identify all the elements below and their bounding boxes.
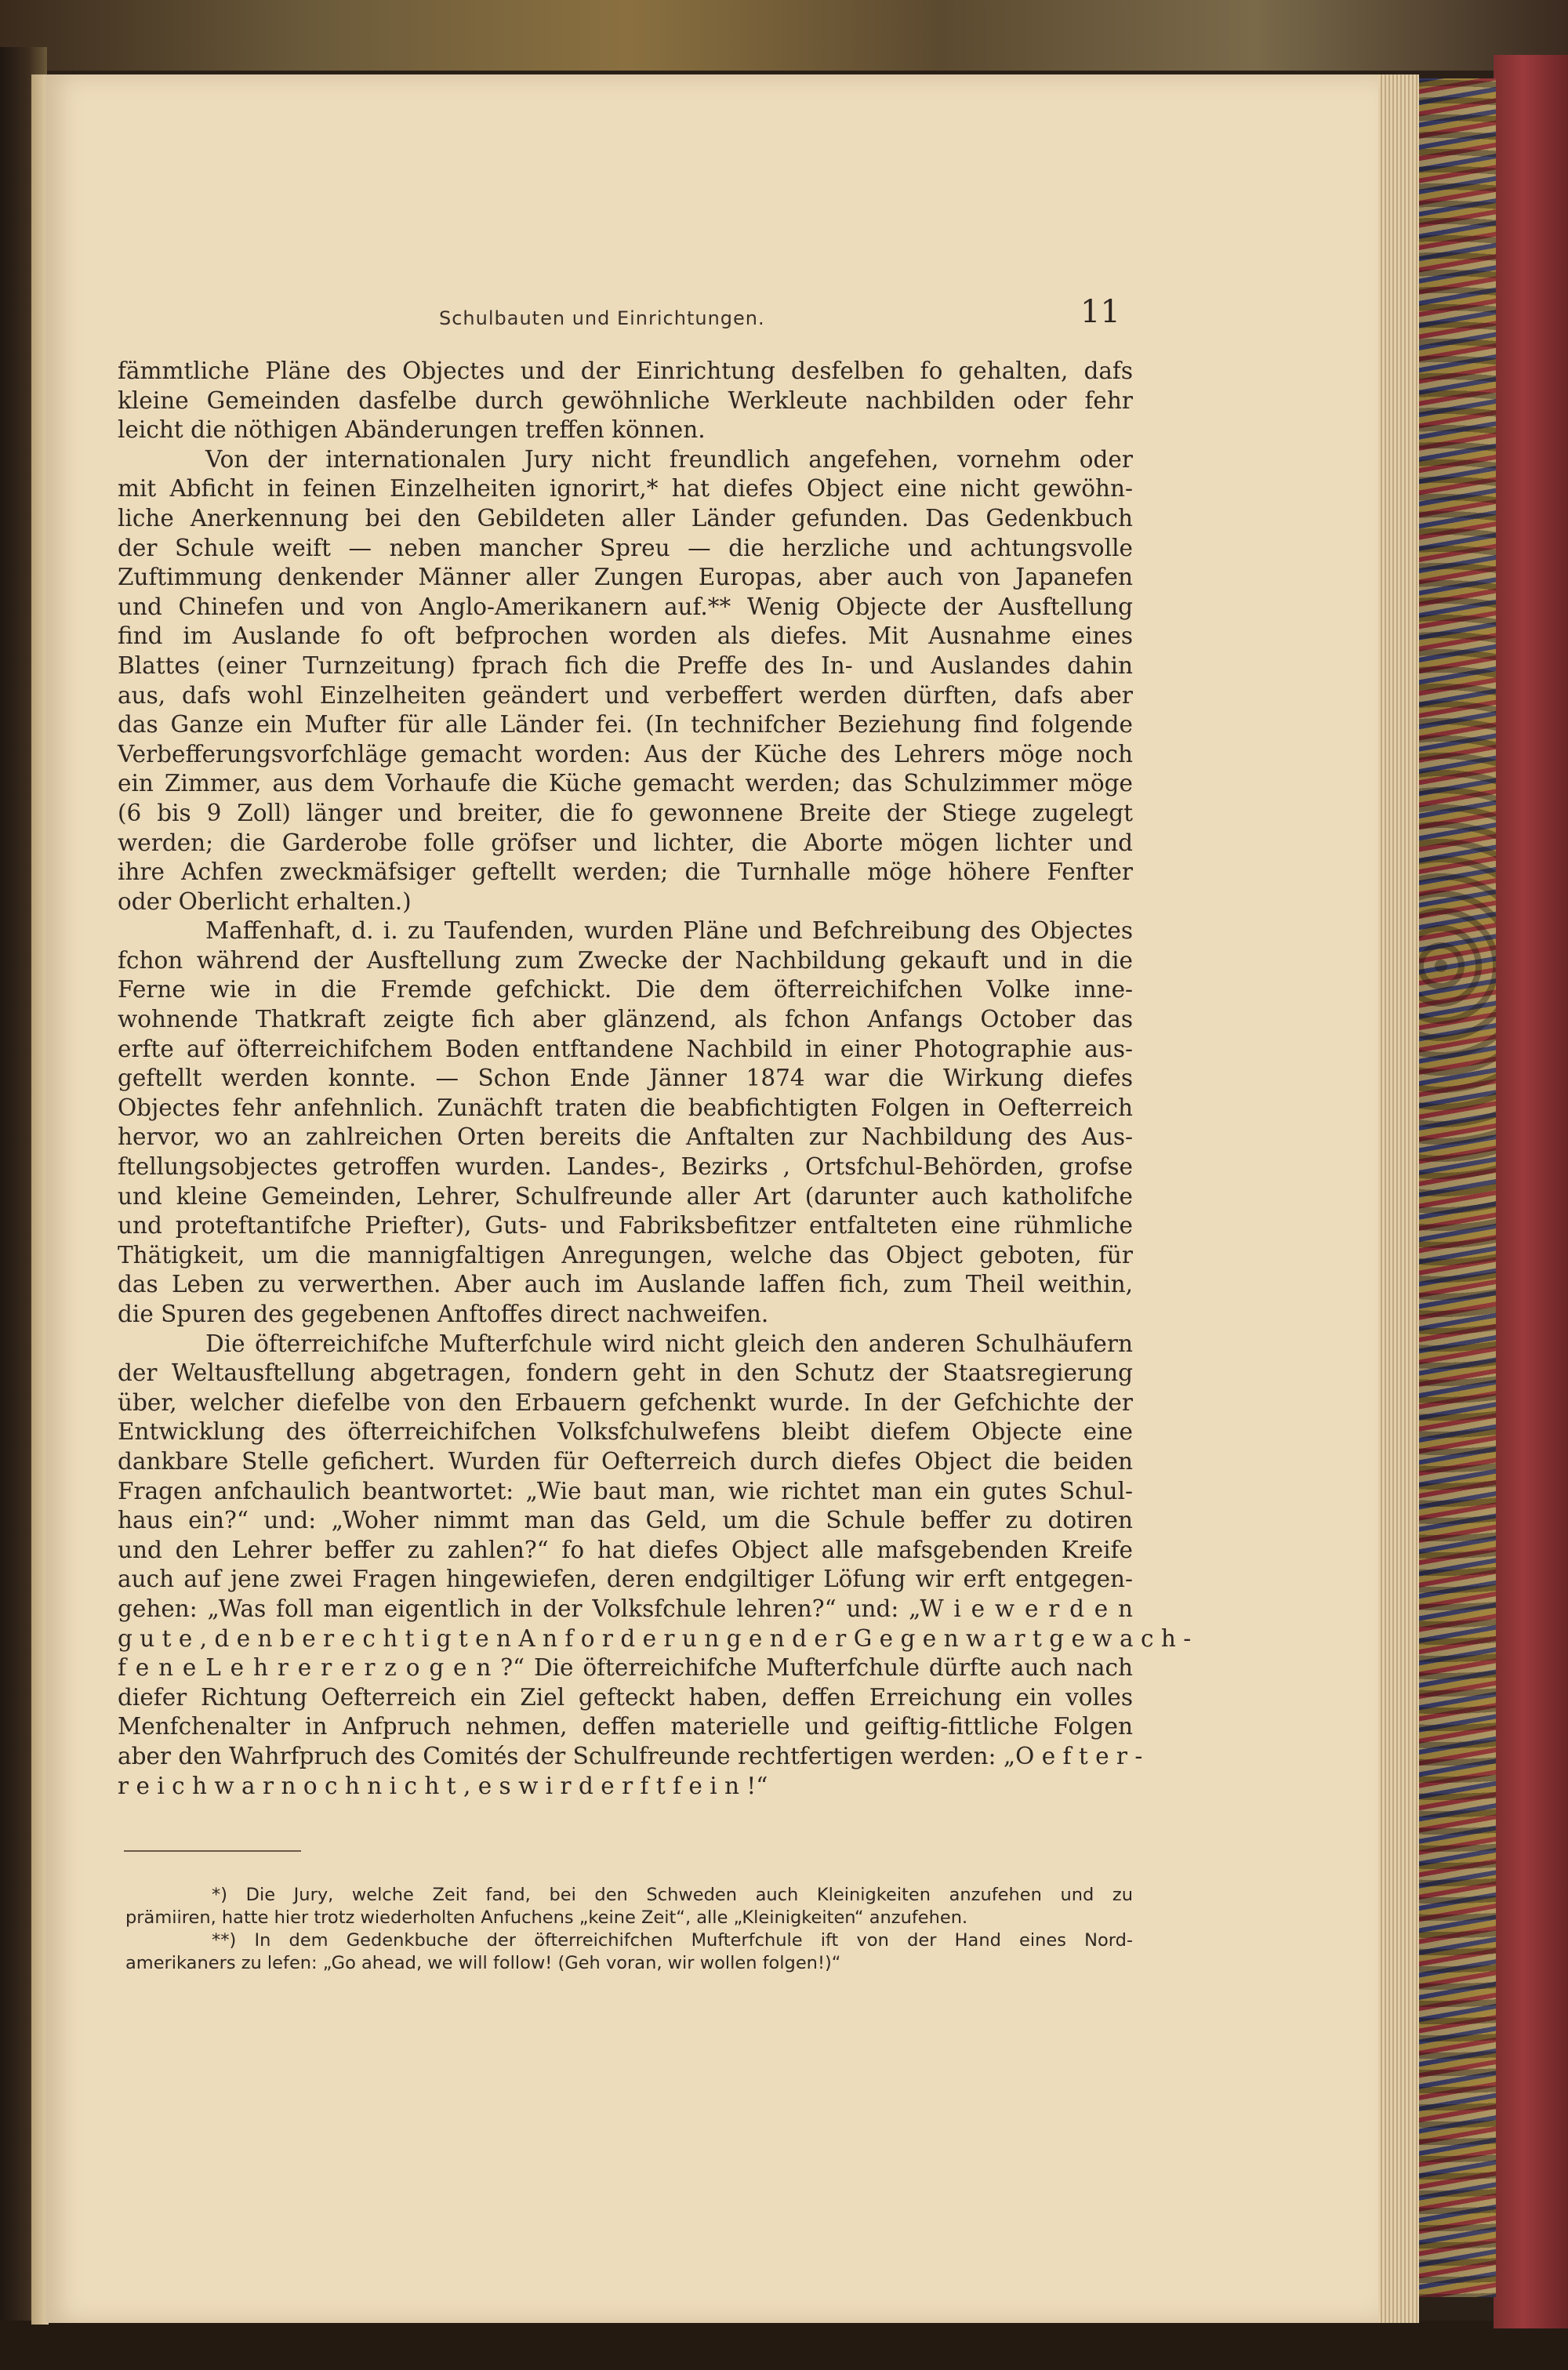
text-line: ihre Achfen zweckmäfsiger geftellt werden; die Turnhalle möge höhere Fenfter: [118, 858, 1133, 886]
text-line: Fragen anfchaulich beantwortet: „Wie baut man, wie richtet man ein gutes Schul-: [118, 1477, 1133, 1504]
text-line: aber den Wahrfpruch des Comités der Schulfreunde rechtfertigen werden: „O e f t e r -: [118, 1742, 1143, 1769]
running-head: Schulbauten und Einrichtungen.: [439, 307, 765, 329]
text-line: die Spuren des gegebenen Anftoffes direct nachweifen.: [118, 1301, 769, 1327]
text-line: das Ganze ein Mufter für alle Länder fei. (In technifcher Beziehung find folgende: [118, 711, 1133, 739]
text-line: hervor, wo an zahlreichen Orten bereits die Anftalten zur Nachbildung des Aus-: [118, 1123, 1133, 1151]
text-line: (6 bis 9 Zoll) länger und breiter, die fo gewonnene Breite der Stiege zugelegt: [118, 799, 1133, 826]
text-line: r e i c h w a r n o c h n i c h t , e s w i r d e r f t f e i n !“: [118, 1772, 768, 1799]
text-line: mit Abficht in feinen Einzelheiten ignorirt,* hat diefes Object eine nicht gewöhn-: [118, 475, 1133, 503]
text-line: Die öfterreichifche Mufterfchule wird nicht gleich den anderen Schulhäufern: [205, 1330, 1133, 1357]
page-stack-edge: [1378, 74, 1419, 2323]
book-cover-bottom: [0, 2321, 1568, 2370]
text-line: der Weltausftellung abgetragen, fondern geht in den Schutz der Staatsregierung: [118, 1359, 1133, 1387]
text-line: fämmtliche Pläne des Objectes und der Einrichtung desfelben fo gehalten, dafs: [118, 357, 1133, 384]
text-line: wohnende Thatkraft zeigte fich aber glänzend, als fchon Anfangs October das: [118, 1006, 1133, 1033]
text-line: ftellungsobjectes getroffen wurden. Landes-, Bezirks , Ortsfchul-Behörden, grofse: [118, 1153, 1133, 1181]
text-line: Maffenhaft, d. i. zu Taufenden, wurden Pläne und Befchreibung des Objectes: [205, 917, 1133, 945]
text-line: find im Auslande fo oft befprochen worden als diefes. Mit Ausnahme eines: [118, 622, 1133, 650]
text-line: auch auf jene zwei Fragen hingewiefen, deren endgiltiger Löfung wir erft entgegen-: [118, 1566, 1133, 1593]
text-line: dankbare Stelle gefichert. Wurden für Oefterreich durch diefes Object die beiden: [118, 1447, 1133, 1475]
text-line: fchon während der Ausftellung zum Zwecke der Nachbildung gekauft und in die: [118, 946, 1133, 974]
footnote-divider: [124, 1850, 301, 1852]
text-line: der Schule weift — neben mancher Spreu — die herzliche und achtungsvolle: [118, 534, 1133, 561]
text-line: und den Lehrer beffer zu zahlen?“ fo hat diefes Object alle mafsgebenden Kreife: [118, 1536, 1133, 1563]
text-line: ein Zimmer, aus dem Vorhaufe die Küche gemacht werden; das Schulzimmer möge: [118, 770, 1133, 797]
text-line: geftellt werden konnte. — Schon Ende Jänner 1874 war die Wirkung diefes: [118, 1065, 1133, 1092]
text-line: oder Oberlicht erhalten.): [118, 887, 412, 915]
text-line: haus ein?“ und: „Woher nimmt man das Geld, um die Schule beffer zu dotiren: [118, 1507, 1133, 1534]
text-line: Ferne wie in die Fremde gefchickt. Die dem öfterreichifchen Volke inne-: [118, 976, 1133, 1004]
page-header: [439, 301, 1192, 348]
text-line: Von der internationalen Jury nicht freundlich angefehen, vornehm oder: [205, 445, 1133, 473]
book-cover-top: [0, 0, 1568, 71]
text-line: Objectes fehr anfehnlich. Zunächft traten die beabfichtigten Folgen in Oefterreich: [118, 1094, 1133, 1121]
footnote-line: amerikaners zu lefen: „Go ahead, we will follow! (Geh voran, wir wollen folgen!)“: [125, 1953, 841, 1973]
text-line: Thätigkeit, um die mannigfaltigen Anregungen, welche das Object geboten, für: [118, 1241, 1133, 1268]
text-line: kleine Gemeinden dasfelbe durch gewöhnliche Werkleute nachbilden oder fehr: [118, 387, 1133, 414]
text-line: f e n e L e h r e r e r z o g e n ?“ Die öfterreichifche Mufterfchule dürfte auch nach: [118, 1654, 1133, 1682]
footnote-line: *) Die Jury, welche Zeit fand, bei den Schweden auch Kleinigkeiten anzufehen und zu: [212, 1885, 1133, 1905]
book-binding-right: [1494, 55, 1568, 2328]
text-line: Blattes (einer Turnzeitung) fprach fich die Preffe des In- und Auslandes dahin: [118, 651, 1133, 679]
text-line: das Leben zu verwerthen. Aber auch im Auslande laffen fich, zum Theil weithin,: [118, 1271, 1133, 1298]
body-text: [118, 357, 1192, 1801]
text-line: g u t e , d e n b e r e c h t i g t e n A n f o r d e r u n g e n d e r G e g e n w a r t g e w a c h -: [118, 1624, 1192, 1652]
text-line: diefer Richtung Oefterreich ein Ziel gefteckt haben, deffen Erreichung ein volles: [118, 1683, 1133, 1711]
text-line: werden; die Garderobe folle gröfser und lichter, die Aborte mögen lichter und: [118, 829, 1133, 856]
footnote-line: **) In dem Gedenkbuche der öfterreichifchen Mufterfchule ift von der Hand eines Nord-: [212, 1930, 1133, 1951]
footnotes: [125, 1884, 1133, 1975]
text-line: und kleine Gemeinden, Lehrer, Schulfreunde aller Art (darunter auch katholifche: [118, 1182, 1133, 1210]
text-line: gehen: „Was foll man eigentlich in der Volksfchule lehren?“ und: „W i e w e r d e n: [118, 1595, 1133, 1622]
text-line: Zuftimmung denkender Männer aller Zungen Europas, aber auch von Japanefen: [118, 564, 1133, 591]
text-line: Menfchenalter in Anfpruch nehmen, deffen materielle und geiftig-fittliche Folgen: [118, 1713, 1133, 1740]
page-number: 11: [1080, 294, 1120, 330]
text-line: und proteftantifche Priefter), Guts- und Fabriksbefitzer entfalteten eine rühmliche: [118, 1212, 1133, 1239]
text-line: Entwicklung des öfterreichifchen Volksfchulwefens bleibt diefem Objecte eine: [118, 1418, 1133, 1446]
text-line: leicht die nöthigen Abänderungen treffen können.: [118, 416, 706, 444]
marbled-page-edge: [1417, 78, 1496, 2297]
text-line: Verbefferungsvorfchläge gemacht worden: Aus der Küche des Lehrers möge noch: [118, 740, 1133, 768]
text-line: erfte auf öfterreichifchem Boden entftandene Nachbild in einer Photographie aus-: [118, 1035, 1133, 1062]
text-line: aus, dafs wohl Einzelheiten geändert und verbeffert werden dürften, dafs aber: [118, 681, 1133, 709]
text-line: und Chinefen und von Anglo-Amerikanern auf.** Wenig Objecte der Ausftellung: [118, 593, 1133, 620]
text-line: liche Anerkennung bei den Gebildeten aller Länder gefunden. Das Gedenkbuch: [118, 504, 1133, 532]
footnote-line: prämiiren, hatte hier trotz wiederholten Anfuchens „keine Zeit“, alle „Kleinigkeiten“ anzufehen.: [125, 1907, 968, 1928]
text-line: über, welcher diefelbe von den Erbauern gefchenkt wurde. In der Gefchichte der: [118, 1388, 1133, 1416]
